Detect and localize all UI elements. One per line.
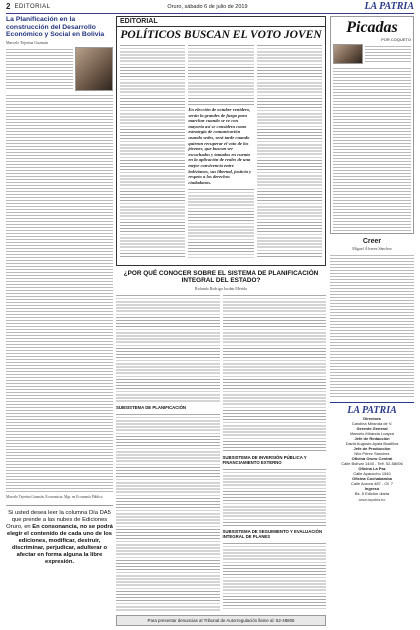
editorial-tag: EDITORIAL	[117, 17, 325, 27]
article-2	[116, 270, 326, 626]
picadas-box	[330, 16, 414, 234]
article-2-col-2-top	[223, 293, 327, 453]
masthead-row-label: Jefe de Redacción	[354, 436, 390, 441]
promo-intro: Si usted desea leer la columna Día DA5 que prende	[8, 509, 111, 523]
issue-date: Oruro, sábado 6 de julio de 2019	[167, 3, 248, 10]
masthead-row	[330, 456, 414, 466]
denuncias-banner: Para presentar denuncias al Tribunal de Autorregulación llame al: 52-48806	[116, 615, 326, 626]
article-2-col-2-mid	[223, 467, 327, 527]
masthead-row-value: Bs. 5 Edición diaria	[354, 491, 390, 496]
editorial-box	[116, 16, 326, 266]
masthead-row	[330, 436, 414, 446]
right-column	[330, 16, 414, 502]
article-2-subhead-1: SUBSISTEMA DE PLANIFICACIÓN	[116, 404, 187, 410]
promo-box	[6, 505, 113, 566]
masthead-footer: www.lapatria.bo	[358, 498, 386, 502]
masthead-row-value: Calle Aurora 487 - Of. 7	[350, 481, 394, 486]
article-2-subhead-2: SUBSISTEMA DE INVERSIÓN PÚBLICA Y FINANCIAMIENTO EXTERNO	[222, 454, 307, 465]
picadas-text	[333, 66, 411, 231]
creer-text	[330, 253, 414, 398]
masthead-row-value: Marcelo Miranda Loayza	[350, 431, 394, 436]
masthead-row-value: David Augusto Ayala Bustillos	[345, 441, 399, 446]
masthead-rows	[330, 416, 414, 496]
editorial-col-1	[120, 43, 185, 258]
masthead-row-label: Oficina Oruro Central	[351, 456, 393, 461]
masthead-row	[330, 476, 414, 486]
masthead-row	[330, 416, 414, 426]
masthead-row-label: Gerente General	[356, 426, 388, 431]
promo-emphasis: En consonancia, no se podrá elegir el contenido de cada uno de los ediciones, modificar, destruir, discriminar, perjudicar, adulterar o afectar en forma alguna la libre expresión.	[6, 523, 113, 565]
editorial-col-3	[257, 43, 322, 258]
picadas-text-top	[365, 44, 411, 64]
masthead-row	[330, 426, 414, 436]
masthead-row-label: Oficina La Paz	[358, 466, 386, 471]
creer-article	[330, 238, 414, 398]
article-2-col-1-bottom	[116, 412, 220, 612]
creer-author: Miguel Álvarez Sánchez	[352, 246, 392, 251]
masthead	[330, 402, 414, 502]
masthead-row-value: Calle Bolívar 1440 - Telf. 52-58006	[341, 461, 403, 466]
masthead-row	[330, 486, 414, 496]
masthead-row-label: Oficina Cochabamba	[352, 476, 392, 481]
picadas-byline: POR COQUETO	[381, 37, 411, 42]
left-article	[6, 16, 113, 566]
left-article-signature: Marcelo Tejerina Guzmán, Economista. Mgr. en Economía Pública	[6, 494, 103, 499]
page-number: 2	[6, 2, 11, 11]
masthead-row	[330, 466, 414, 476]
page-header	[6, 0, 414, 14]
section-name: EDITORIAL	[14, 3, 51, 10]
article-2-col-2-bottom	[223, 541, 327, 611]
editorial-col-2-bottom	[188, 187, 253, 258]
masthead-row-label: Directora	[363, 416, 381, 421]
article-2-byline: Rolando Rodrigo Jordan Mérida	[195, 285, 247, 291]
article-2-title: ¿POR QUÉ CONOCER SOBRE EL SISTEMA DE PLANIFICACIÓN INTEGRAL DEL ESTADO?	[123, 270, 319, 285]
creer-title: Creer	[362, 238, 382, 245]
picadas-logo: Picadas	[346, 19, 398, 36]
article-2-subhead-3: SUBSISTEMA DE SEGUIMIENTO Y EVALUACIÓN INTEGRAL DE PLANES	[222, 528, 323, 539]
promo-mid: a las nubes de Ediciones Oruro, en	[6, 516, 108, 530]
masthead-row-value: Carolina Miranda de V.	[351, 421, 393, 426]
left-article-text	[6, 47, 73, 91]
masthead-row-value: Calle Ayacucho 1540	[353, 471, 391, 476]
masthead-row-label: Ingreso	[364, 486, 380, 491]
masthead-row-label: Jefe de Producción	[353, 446, 391, 451]
article-2-col-1-top	[116, 293, 220, 403]
picadas-photo	[333, 44, 363, 64]
editorial-col-2-top	[188, 43, 253, 105]
masthead-row-value: Nilo Pérez Sánchez	[354, 451, 390, 456]
left-article-title: La Planificación en la construcción del Desarrollo Económico y Social en Bolivia	[6, 16, 105, 38]
header-logo: LA PATRIA	[364, 1, 414, 12]
masthead-row	[330, 446, 414, 456]
editorial-pull-quote: En elección de octubre venidero, serán la grandes de fuego para marchar cuando se ve con mayoría así se considera como estrategia de comunicación usando sedes, será tarde cuando quieran recuperar el voto de los jóvenes, que buscan ser escuchados y tomados en cuenta en la aplicación de reales de una mejor convivencia entre bolivianos, sus libertad, justicia y respeto a los derechos ciudadanos.	[188, 107, 252, 185]
masthead-logo: LA PATRIA	[347, 405, 397, 416]
editorial-title: POLÍTICOS BUSCAN EL VOTO JOVEN	[120, 29, 322, 41]
left-article-body	[6, 93, 113, 493]
author-photo	[75, 47, 113, 91]
left-article-byline: Marcelo Tejerina Guzmán	[6, 39, 48, 45]
